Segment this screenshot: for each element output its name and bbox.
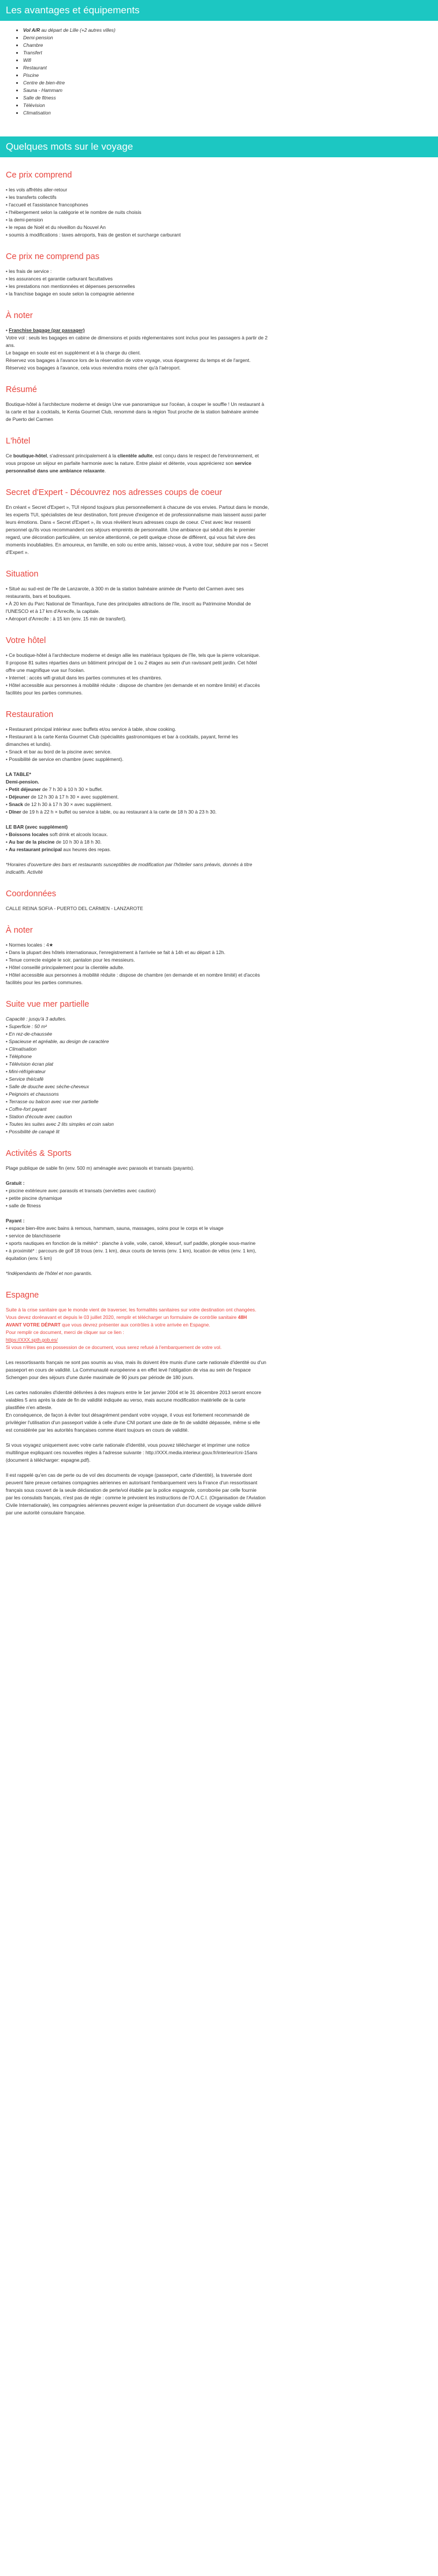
suite-item — [6, 1076, 432, 1083]
spain-form-link[interactable]: https://XXX.spth.gob.es/ — [6, 1337, 58, 1343]
excludes-item — [6, 268, 432, 275]
suite-item-text: Superficie : 50 m² — [9, 1023, 47, 1029]
activities-title: Activités & Sports — [6, 1149, 72, 1158]
bar-title: LE BAR (avec supplément) — [6, 824, 68, 830]
includes-item — [6, 209, 432, 216]
spain-body — [6, 1306, 432, 1517]
suite-item — [6, 1098, 432, 1106]
spain-line: français sous couvert de la seule déclaration de perte/vol établie par la police espagnole, corroborée par celle fournie — [6, 1487, 257, 1493]
baggage-line: Réservez vos bagages à l'avance lors de la réservation de votre voyage, vous épargnerez du temps et de l'argent. — [6, 357, 251, 363]
hotel-line — [6, 652, 432, 659]
includes-item-text: l'accueil et l'assistance francophones — [9, 202, 88, 208]
spain-warn-48h: 48H — [237, 1314, 247, 1320]
spain-warn-before: AVANT VOTRE DÉPART — [6, 1322, 61, 1328]
intro-text-1: Ce — [6, 453, 14, 459]
suite-item-text: Climatisation — [9, 1046, 37, 1052]
spain-line: par les consulats français, n'est pas de règle : comme le prévoient les instructions de l'O.A.C.I. (Organisation de l'Aviation — [6, 1495, 266, 1500]
note2-line-text: Dans la plupart des hôtels internationaux, l'enregistrement à l'arrivée se fait à 14h et au départ à 12h. — [9, 949, 225, 955]
situation-line-text: restaurants, bars et boutiques. — [6, 593, 72, 599]
intro-bold-3: service — [235, 460, 252, 466]
voyage-banner — [0, 136, 438, 157]
situation-line-text: l'UNESCO et à 17 km d'Arrecife, la capitale. — [6, 608, 100, 614]
table-subtitle: Demi-pension. — [6, 779, 39, 785]
includes-item-text: la demi-pension — [9, 217, 43, 223]
meal-item — [6, 793, 432, 801]
hotel-line-text: Internet : accès wifi gratuit dans les parties communes et les chambres. — [9, 675, 162, 681]
situation-line — [6, 585, 432, 593]
resto-line — [6, 756, 432, 763]
meal-item-label: Petit déjeuner — [9, 786, 41, 792]
advantage-item — [23, 87, 438, 94]
advantage-item — [23, 27, 438, 34]
suite-item-text: Salle de douche avec sèche-cheveux — [9, 1084, 90, 1089]
note2-line — [6, 971, 432, 979]
suite-item-text: Service thé/café — [9, 1076, 44, 1082]
paid-title: Payant : — [6, 1218, 25, 1224]
excludes-item-text: les frais de service : — [9, 268, 52, 274]
suite-capacity: Capacité : jusqu'à 3 adultes. — [6, 1016, 66, 1022]
advantage-item — [23, 49, 438, 57]
meal-item-label: Déjeuner — [9, 794, 30, 800]
advantage-text: au départ de Lille (+2 autres villes) — [40, 27, 116, 33]
resto-footnote-2: indicatifs. Activité — [6, 869, 43, 875]
hotel-line-text: offre une magnifique vue sur l'océan. — [6, 667, 85, 673]
paid-item — [6, 1255, 432, 1262]
suite-item — [6, 1023, 432, 1030]
hotel-line — [6, 674, 432, 682]
baggage-line: Le bagage en soute est en supplément et à la charge du client. — [6, 350, 141, 356]
spain-line: Les cartes nationales d'identité délivrées à des majeurs entre le 1er janvier 2004 et le 31 décembre 2013 seront encore — [6, 1389, 262, 1395]
table-title: LA TABLE* — [6, 771, 31, 777]
suite-item-text: Mini-réfrigérateur — [9, 1069, 46, 1074]
includes-item — [6, 186, 432, 194]
suite-item — [6, 1091, 432, 1098]
situation-title: Situation — [6, 570, 39, 579]
resto-line — [6, 748, 432, 756]
activities-footnote: *Indépendants de l'hôtel et non garantis. — [6, 1270, 92, 1276]
advantage-text: Centre de bien-être — [23, 80, 65, 86]
suite-item-text: Toutes les suites avec 2 lits simples et coin salon — [9, 1121, 114, 1127]
spain-warn-6: Si vous n'êtes pas en possession de ce document, vous serez refusé à l'embarquement de votre vol. — [6, 1344, 222, 1350]
includes-item — [6, 216, 432, 224]
includes-item — [6, 194, 432, 201]
advantage-text: Piscine — [23, 72, 39, 78]
spain-warn-1: Suite à la crise sanitaire que le monde vient de traverser, les formalités sanitaires sur votre destination ont changées. — [6, 1307, 257, 1313]
note2-title: À noter — [6, 926, 33, 935]
resto-footnote-1: *Horaires d'ouverture des bars et restaurants susceptibles de modification par l'hôtelier sans préavis, donnés à titre — [6, 862, 253, 867]
note1-body — [6, 327, 432, 372]
price-excludes-list — [6, 268, 432, 298]
secret-line: En créant « Secret d'Expert », TUI répond toujours plus personnellement à chacune de vos envies. Partout dans le monde, — [6, 504, 269, 510]
suite-item-text: Terrasse ou balcon avec vue mer partielle — [9, 1099, 99, 1104]
bar-item-label: Au restaurant principal — [9, 847, 62, 852]
beach-info: Plage publique de sable fin (env. 500 m) aménagée avec parasols et transats (payants). — [6, 1165, 195, 1171]
free-item — [6, 1195, 432, 1202]
advantage-item — [23, 57, 438, 64]
hotel-line — [6, 667, 432, 674]
hotel-line — [6, 689, 432, 697]
situation-line-text: Aéroport d'Arrecife : à 15 km (env. 15 min de transfert). — [8, 616, 127, 622]
advantage-text: Demi-pension — [23, 35, 53, 40]
situation-line-text: À 20 km du Parc National de Timanfaya, l'une des principales attractions de l'île, inscrit au Patrimoine Mondial de — [9, 601, 251, 607]
bar-item-text: soft drink et alcools locaux. — [48, 831, 108, 837]
voyage-content — [0, 170, 438, 1527]
includes-item-text: l'hébergement selon la catégorie et le nombre de nuits choisis — [9, 209, 142, 215]
resto-line-text: Restaurant à la carte Kenta Gourmet Club (spécialités gastronomiques et bar à cocktails, payant, fermé les — [9, 734, 238, 740]
resto-line-text: Restaurant principal intérieur avec buffets et/ou service à table, show cooking. — [9, 726, 176, 732]
includes-item-text: les transferts collectifs — [9, 194, 57, 200]
note2-line — [6, 956, 432, 964]
bar-item-label: Boissons locales — [9, 831, 49, 837]
suite-item — [6, 1068, 432, 1076]
baggage-line: Votre vol : seuls les bagages en cabine de dimensions et poids réglementaires sont inclus pour les passagers à partir de 2 — [6, 335, 268, 341]
advantage-item — [23, 79, 438, 87]
excludes-item-text: la franchise bagage en soute selon la compagnie aérienne — [9, 291, 135, 297]
advantages-list — [0, 27, 438, 117]
note2-line-text: Hôtel accessible aux personnes à mobilité réduite : dispose de chambre (en demande et en nombre limité) et d'accès — [9, 972, 260, 978]
excludes-item — [6, 290, 432, 298]
note2-line — [6, 941, 432, 949]
paid-item-text: équitation (env. 5 km) — [6, 1255, 52, 1261]
secret-title: Secret d'Expert - Découvrez nos adresses coups de coeur — [6, 488, 222, 497]
note2-line-text: facilités pour les parties communes. — [6, 980, 83, 985]
suite-item-text: Spacieuse et agréable, au design de caractère — [9, 1038, 109, 1044]
excludes-item — [6, 283, 432, 290]
spain-line: Les ressortissants français ne sont pas soumis au visa, mais ils doivent être munis d'une carte nationale d'identité ou d'un — [6, 1359, 266, 1365]
includes-item — [6, 224, 432, 231]
price-includes-list — [6, 186, 432, 239]
advantage-item — [23, 34, 438, 42]
includes-item-text: les vols affrétés aller-retour — [9, 187, 68, 193]
note2-line — [6, 949, 432, 956]
suite-item — [6, 1128, 432, 1136]
spain-line: valables 5 ans après la date de fin de validité indiquée au verso, mais aucune modification matérielle de la carte — [6, 1397, 246, 1403]
advantages-banner — [0, 0, 438, 21]
advantage-bold: Vol A/R — [23, 27, 40, 33]
suite-item — [6, 1121, 432, 1128]
summary-title: Résumé — [6, 385, 37, 394]
hotel-line-text: Ce boutique-hôtel à l'architecture moderne et design allie les matériaux typiques de l'île, tels que la pierre volcanique. — [9, 652, 261, 658]
suite-item-text: Station d'écoute avec caution — [9, 1114, 72, 1119]
note1-title: À noter — [6, 311, 33, 320]
hotel-line — [6, 659, 432, 667]
meal-item-label: Snack — [9, 801, 23, 807]
includes-item-text: soumis à modifications : taxes aéroports, frais de gestion et surcharge carburant — [9, 232, 181, 238]
spain-line: peuvent faire preuve certaines compagnies aériennes en autorisant l'embarquement vers la France d'un ressortissant — [6, 1480, 258, 1485]
suite-body — [6, 1015, 432, 1136]
advantage-text: Salle de fitness — [23, 95, 56, 101]
suite-item — [6, 1053, 432, 1060]
intro-line-3-end: . — [104, 468, 106, 474]
hotel-title: Votre hôtel — [6, 636, 46, 645]
meal-item-label: Dîner — [9, 809, 21, 815]
hotel-intro-title: L'hôtel — [6, 437, 31, 446]
spain-line: par une autorité consulaire française. — [6, 1510, 86, 1516]
spain-title: Espagne — [6, 1291, 39, 1300]
coords-body — [6, 905, 432, 912]
suite-item — [6, 1030, 432, 1038]
summary-line: Boutique-hôtel à l'architecture moderne et design Une vue panoramique sur l'océan, à couper le souffle ! Un restaurant à — [6, 401, 265, 407]
note2-line — [6, 964, 432, 971]
intro-bold-1: boutique-hôtel — [13, 453, 47, 459]
price-excludes-title: Ce prix ne comprend pas — [6, 252, 99, 261]
note2-line-text: Normes locales : 4★ — [9, 942, 54, 948]
spain-warn-4: Pour remplir ce document, merci de cliquer sur ce lien : — [6, 1329, 124, 1335]
intro-bold-4: personnalisé dans une ambiance relaxante — [6, 468, 105, 474]
spain-line: Si vous voyagez uniquement avec votre carte nationale d'identité, vous pouvez télécharger et imprimer une notice — [6, 1442, 250, 1448]
note2-line-text: Hôtel conseillé principalement pour la clientèle adulte. — [9, 964, 124, 970]
paid-item-text: sports nautiques en fonction de la météo* : planche à voile, voile, canoë, kitesurf, surf paddle, plongée sous-marine — [9, 1240, 256, 1246]
intro-line-2: vous propose un séjour en parfaite harmonie avec la nature. Entre plaisir et détente, vous apprécierez son — [6, 460, 235, 466]
excludes-item-text: les prestations non mentionnées et dépenses personnelles — [9, 283, 135, 289]
advantage-text: Climatisation — [23, 110, 51, 116]
spain-line: Schengen pour des séjours d'une durée maximale de 90 jours par période de 180 jours. — [6, 1374, 194, 1380]
spacer — [6, 1434, 432, 1442]
summary-line: la carte et bar à cocktails, le Kenta Gourmet Club, renommé dans la région Tout proche de la station balnéaire animée — [6, 409, 259, 415]
situation-line — [6, 600, 432, 608]
spacer — [6, 1381, 432, 1389]
summary-body — [6, 401, 432, 423]
situation-line — [6, 608, 432, 615]
intro-bold-2: clientèle adulte — [117, 453, 153, 459]
hotel-line-text: Il propose 81 suites réparties dans un bâtiment principal de 1 ou 2 étages au sein d'un ravissant petit jardin. Cet hôtel — [6, 660, 257, 666]
hotel-line — [6, 682, 432, 689]
paid-item-text: service de blanchisserie — [9, 1233, 61, 1239]
bar-item-text: aux heures des repas. — [61, 847, 112, 852]
suite-item-text: Peignoirs et chaussons — [9, 1091, 59, 1097]
hotel-body — [6, 652, 432, 697]
advantage-text: Chambre — [23, 42, 43, 48]
suite-item — [6, 1113, 432, 1121]
meal-item-text: de 12 h 30 à 17 h 30 × avec supplément. — [29, 794, 119, 800]
advantage-item — [23, 102, 438, 109]
advantage-text: Télévision — [23, 102, 45, 108]
resto-line — [6, 733, 432, 741]
advantage-item — [23, 72, 438, 79]
note2-body — [6, 941, 432, 986]
paid-item — [6, 1247, 432, 1255]
secret-line: moments inoubliables. En amoureux, en famille, en solo ou entre amis, laissez-vous, à votre tour, séduire par nos « Secret — [6, 542, 268, 548]
free-item-text: salle de fitness — [9, 1203, 41, 1208]
spain-line: est considérée par les autorités françaises comme étant toujours en cours de validité. — [6, 1427, 189, 1433]
spain-line: Il est rappelé qu'en cas de perte ou de vol des documents de voyage (passeport, carte d'identité), la traversée dont — [6, 1472, 252, 1478]
excludes-item-text: les assurances et garantie carburant facultatives — [9, 276, 113, 282]
secret-line: les experts TUI, spécialistes de leur destination, font preuve d'exigence et de professionnalisme mais laissent aussi parler — [6, 512, 266, 518]
paid-item — [6, 1232, 432, 1240]
spain-line: (document à télécharger: espagne.pdf). — [6, 1457, 91, 1463]
advantage-item — [23, 42, 438, 49]
spain-line: En conséquence, de façon à éviter tout désagrément pendant votre voyage, il vous est fortement recommandé de — [6, 1412, 250, 1418]
hotel-line-text: facilités pour les parties communes. — [6, 690, 83, 696]
resto-line — [6, 741, 432, 748]
secret-line: regard, une décoration particulière, un service attentionné, ce petit quelque chose de différent, qui vous fait vivre des — [6, 534, 255, 540]
includes-item — [6, 231, 432, 239]
meal-item-text: de 12 h 30 à 17 h 30 × avec supplément. — [23, 801, 113, 807]
situation-line — [6, 593, 432, 600]
baggage-heading: Franchise bagage (par passager) — [9, 327, 85, 333]
suite-item-text: En rez-de-chaussée — [9, 1031, 53, 1037]
spain-line: privilégier l'utilisation d'un passeport valide à celle d'une CNI portant une date de fin de validité dépassée, même si elle — [6, 1420, 261, 1425]
resto-line-text: dimanches et lundis). — [6, 741, 52, 747]
meal-item — [6, 808, 432, 816]
suite-item-text: Coffre-fort payant — [9, 1106, 47, 1112]
secret-line: d'Expert ». — [6, 549, 29, 555]
advantage-text: Wifi — [23, 57, 31, 63]
free-item-text: piscine extérieure avec parasols et transats (serviettes avec caution) — [9, 1188, 156, 1193]
suite-item — [6, 1045, 432, 1053]
advantage-item — [23, 94, 438, 102]
free-title: Gratuit : — [6, 1180, 25, 1186]
price-includes-title: Ce prix comprend — [6, 171, 72, 180]
spain-line: multilingue expliquant ces nouvelles règles à l'adresse suivante : http://XXX.media.interieur.gouv.fr/interieur/cni-15ans — [6, 1450, 258, 1455]
situation-line-text: Situé au sud-est de l'île de Lanzarote, à 300 m de la station balnéaire animée de Puerto del Carmen avec ses — [9, 586, 244, 592]
paid-item-text: espace bien-être avec bains à remous, hammam, sauna, massages, soins pour le corps et le visage — [9, 1225, 224, 1231]
bar-item-label: Au bar de la piscine — [9, 839, 55, 845]
secret-line: personnel qu'ils vous recommandent ces séjours empreints de personnalité. Une ambiance qui séduit dès le premier — [6, 527, 255, 533]
spacer — [6, 1464, 432, 1472]
situation-body — [6, 585, 432, 623]
resto-line-text: Snack et bar au bord de la piscine avec service. — [9, 749, 112, 755]
includes-item — [6, 201, 432, 209]
suite-item — [6, 1038, 432, 1045]
spacer — [6, 1351, 432, 1359]
paid-item — [6, 1225, 432, 1232]
restaurant-body — [6, 726, 432, 876]
activities-body — [6, 1165, 432, 1277]
spain-line: Civile Internationale), les compagnies aériennes peuvent exiger la présentation d'un document de voyage valide délivré — [6, 1502, 262, 1508]
baggage-line: ans. — [6, 342, 15, 348]
spain-warn-3: que vous devrez présenter aux contrôles à votre arrivée en Espagne. — [60, 1322, 210, 1328]
advantages-title: Les avantages et équipements — [6, 5, 140, 16]
situation-line — [6, 615, 432, 623]
advantage-text: Transfert — [23, 50, 42, 56]
bar-item-text: de 10 h 30 à 18 h 30. — [54, 839, 102, 845]
address: CALLE REINA SOFIA - PUERTO DEL CARMEN - LANZAROTE — [6, 906, 143, 911]
note2-line — [6, 979, 432, 986]
intro-text-3: , est conçu dans le respect de l'environnement, et — [152, 453, 259, 459]
spain-line: passeport en cours de validité. La Communauté européenne a en effet levé l'obligation de visa au sein de l'espace — [6, 1367, 251, 1373]
advantage-item — [23, 109, 438, 117]
meal-item-text: de 7 h 30 à 10 h 30 × buffet. — [40, 786, 103, 792]
bar-item — [6, 831, 432, 838]
excludes-item — [6, 275, 432, 283]
resto-line — [6, 726, 432, 733]
advantage-text: Sauna - Hammam — [23, 87, 62, 93]
free-item — [6, 1187, 432, 1195]
spain-line: plastifiée n'en atteste. — [6, 1405, 53, 1410]
suite-item-text: Téléphone — [9, 1054, 32, 1059]
meal-item-text: de 19 h à 22 h × buffet ou service à table, ou au restaurant à la carte de 18 h 30 à 23 h 30. — [21, 809, 217, 815]
suite-item-text: Possibilité de canapé lit — [9, 1129, 60, 1134]
hotel-line-text: Hôtel accessible aux personnes à mobilité réduite : dispose de chambre (en demande et en nombre limité) et d'accès — [9, 682, 260, 688]
advantage-text: Restaurant — [23, 65, 47, 71]
suite-item-text: Télévision écran plat — [9, 1061, 54, 1067]
hotel-intro-body — [6, 452, 432, 475]
secret-body — [6, 504, 432, 556]
suite-title: Suite vue mer partielle — [6, 1000, 90, 1009]
secret-line: leurs émotions. Dans « Secret d'Expert », ils vous révèlent leurs adresses coups de coeur. C'est avec leur ressenti — [6, 519, 251, 525]
paid-item — [6, 1240, 432, 1247]
suite-item — [6, 1083, 432, 1091]
bar-item — [6, 838, 432, 846]
meal-item — [6, 786, 432, 793]
intro-text-2: , s'adressant principalement à la — [47, 453, 118, 459]
baggage-line: Réservez vos bagages à l'avance, cela vous reviendra moins cher qu'à l'aéroport. — [6, 365, 181, 371]
suite-item — [6, 1060, 432, 1068]
summary-line: de Puerto del Carmen — [6, 416, 53, 422]
free-item-text: petite piscine dynamique — [9, 1195, 62, 1201]
note2-line-text: Tenue correcte exigée le soir, pantalon pour les messieurs. — [9, 957, 135, 963]
meal-item — [6, 801, 432, 808]
bar-item — [6, 846, 432, 853]
free-item — [6, 1202, 432, 1210]
spain-warn-2: Vous devez dorénavant et depuis le 03 juillet 2020, remplir et télécharger un formulaire de contrôle sanitaire — [6, 1314, 238, 1320]
voyage-title: Quelques mots sur le voyage — [6, 141, 133, 152]
paid-item-text: à proximité* : parcours de golf 18 trous (env. 1 km), deux courts de tennis (env. 1 km), location de vélos (env. 1 km), — [9, 1248, 257, 1254]
restaurant-title: Restauration — [6, 710, 54, 719]
resto-line-text: Possibilité de service en chambre (avec supplément). — [9, 756, 124, 762]
advantage-item — [23, 64, 438, 72]
coords-title: Coordonnées — [6, 889, 57, 899]
suite-item — [6, 1106, 432, 1113]
includes-item-text: le repas de Noël et du réveillon du Nouvel An — [9, 224, 106, 230]
